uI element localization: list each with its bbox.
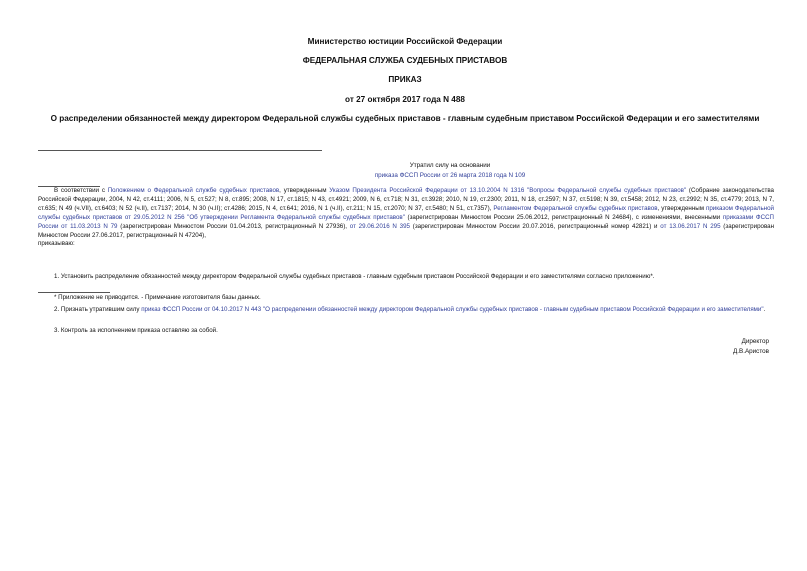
item-2-end: . [763,306,766,313]
preamble-text: (зарегистрирован Минюстом России 01.04.2013, регистрационный N 27936), [117,222,350,230]
preamble-text: (зарегистрирован Минюстом России 25.06.2012, регистрационный N 24684), с изменениями, внесенными [404,213,723,221]
signature-position: Директор [741,338,769,345]
title-divider [38,150,322,151]
item-2-text: 2. Признать утратившим силу [54,306,142,313]
ministry-name: Министерство юстиции Российской Федерации [307,37,503,46]
preamble-text: (Собрание законодательства Российской Федерации, 2004, N 42, ст.4111; 2006, N 5, ст.527; N 8, ст.895; 2008, N 17, ст.1815; N 43, ст.4921; 2009, N 6, ст.718; N 31, ст.3928; 2010, N 19, ст.2300; 2011, N 18, ст.2597; N 37, ст.5198; N 39, ст.5458; 2012, N 23, ст.2992; N 35, ст.4779; 2013, N 7, ст.635; N 49 (ч.VII), ст.6403; N 52 (ч.II), ст.7137; 2014, N 30 (ч.II); ст.4286; 2015, N 4, ст.641; 2016, N 1 (ч.II), ст.211; N 15, ст.2070; N 37, ст.5480; N 51, ст.7357), [38,187,774,212]
footnote: * Приложение не приводится. - Примечание изготовителя базы данных. [54,294,261,301]
order-79-link[interactable]: приказами ФССП России от 11.03.2013 N 79 [38,213,774,230]
preamble-paragraph [38,187,774,249]
preamble-text: (зарегистрирован Минюстом России 27.06.2017, регистрационный N 47204), [38,222,775,239]
order-256-link[interactable]: приказом Федеральной службы судебных приставов от 29.05.2012 N 256 "Об утверждении Регламента Федеральной службы судебных приставов" [38,204,774,221]
document-date-number: от 27 октября 2017 года N 488 [345,95,465,104]
document-type: ПРИКАЗ [388,75,422,84]
footnote-divider [38,292,110,293]
order-word: приказываю: [38,240,75,248]
order-395-link[interactable]: от 29.06.2016 N 395 [349,222,410,230]
preamble-text: , утвержденным [279,187,330,194]
reglament-link[interactable]: Регламентом Федеральной службы судебных приставов [493,204,658,212]
order-443-link[interactable]: приказ ФССП России от 04.10.2017 N 443 "О распределении обязанностей между директором Федеральной службы судебных приставов - главным судебным приставом Российской Федерации и его заместителями" [141,306,764,313]
preamble-text: (зарегистрирован Минюстом России 20.07.2016, регистрационный номер 42821) и [410,222,661,230]
item-2 [54,306,774,315]
regulation-link[interactable]: Положением о Федеральной службе судебных приставов [107,187,280,194]
item-3: 3. Контроль за исполнением приказа оставляю за собой. [54,327,218,334]
document-title: О распределении обязанностей между директором Федеральной службы судебных приставов - главным судебным приставом Российской Федерации и его заместителями [50,114,760,123]
order-295-link[interactable]: от 13.06.2017 N 295 [660,222,721,230]
preamble-text: В соответствии с [54,187,108,194]
repeal-order-link[interactable]: приказа ФССП России от 26 марта 2018 года N 109 [374,172,526,179]
status-note: Утратил силу на основании [409,162,491,169]
presidential-decree-link[interactable]: Указом Президента Российской Федерации от 13.10.2004 N 1316 "Вопросы Федеральной службы судебных приставов" [329,187,687,194]
item-1: 1. Установить распределение обязанностей между директором Федеральной службы судебных приставов - главным судебным приставом Российской Федерации и его заместителями согласно приложению*. [54,273,655,280]
service-name: ФЕДЕРАЛЬНАЯ СЛУЖБА СУДЕБНЫХ ПРИСТАВОВ [302,56,508,65]
preamble-text: , утвержденным [657,204,706,212]
signature-name: Д.В.Аристов [733,348,769,355]
